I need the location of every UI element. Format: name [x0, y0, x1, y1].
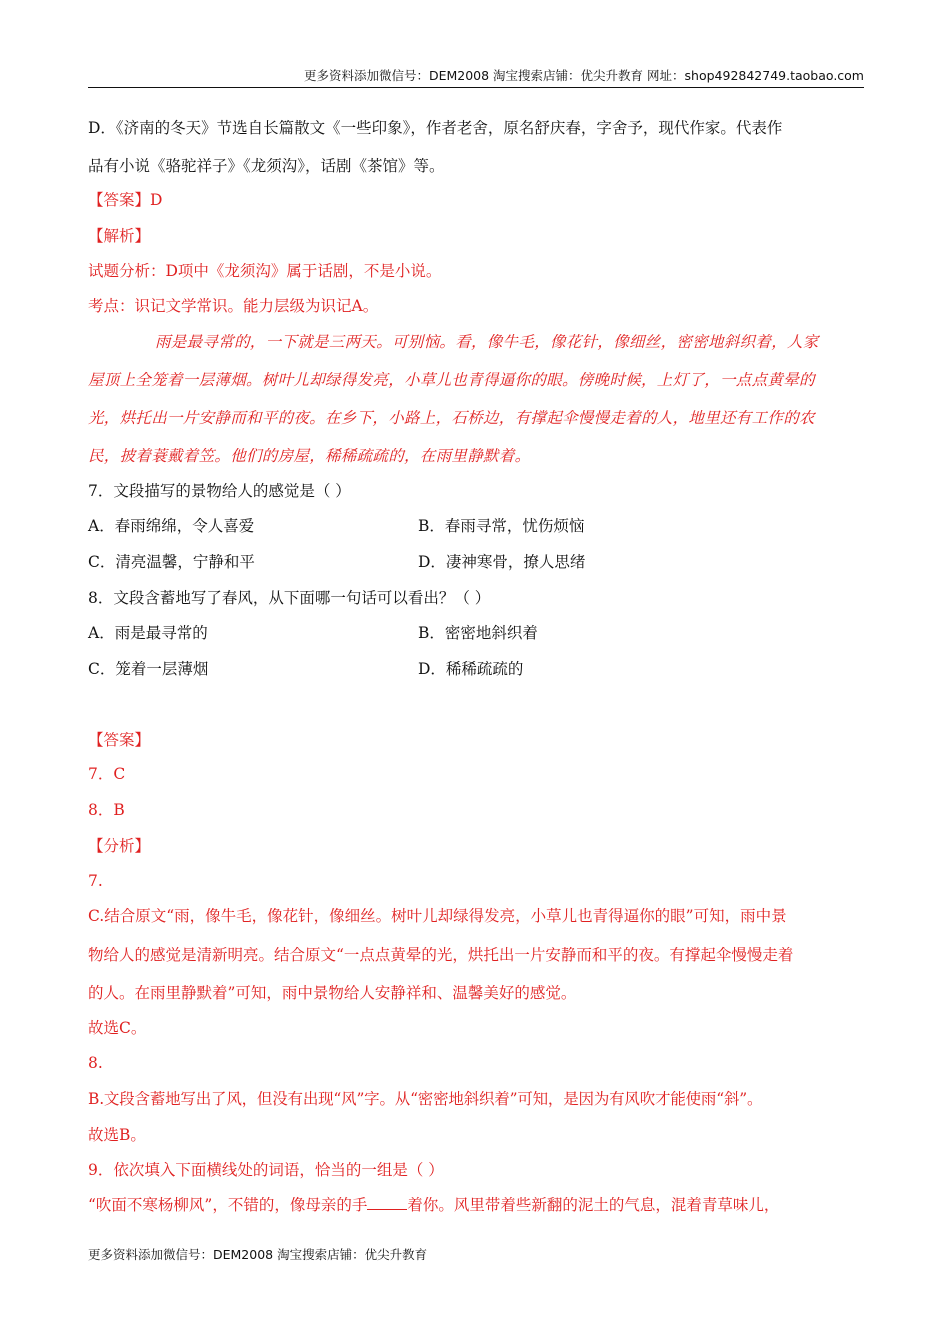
analysis-8-number: 8.: [88, 1054, 103, 1072]
header-divider: [88, 87, 864, 88]
analysis-7-line-3: 的人。在雨里静默着”可知，雨中景物给人安静祥和、温馨美好的感觉。: [88, 984, 577, 1002]
page-footer: 更多资料添加微信号：DEM2008 淘宝搜索店铺：优尖升教育: [88, 1247, 428, 1262]
analysis-7-number: 7.: [88, 872, 103, 890]
analysis-7-choice: 故选C。: [88, 1019, 147, 1037]
analysis-8-choice: 故选B。: [88, 1126, 146, 1144]
option-d-line2: 品有小说《骆驼祥子》《龙须沟》，话剧《茶馆》等。: [88, 157, 445, 175]
analysis-7-line-1: C.结合原文“雨，像牛毛，像花针，像细丝。树叶儿却绿得发亮，小草儿也青得逼你的眼”可知，雨中景: [88, 907, 787, 925]
analysis-8-line: B.文段含蓄地写出了风，但没有出现“风”字。从“密密地斜织着”可知，是因为有风吹才能使雨“斜”。: [88, 1090, 763, 1108]
page-header: 更多资料添加微信号：DEM2008 淘宝搜索店铺：优尖升教育 网址：shop492842749.taobao.com: [303, 68, 864, 83]
analysis-6-text: 试题分析：D项中《龙须沟》属于话剧，不是小说。: [88, 262, 442, 280]
answer-6: 【答案】D: [88, 191, 163, 209]
passage-line-2: 屋顶上全笼着一层薄烟。树叶儿却绿得发亮，小草儿也青得逼你的眼。傍晚时候，上灯了，一点点黄晕的: [88, 371, 815, 389]
question-7-option-a: A．春雨绵绵，令人喜爱: [88, 517, 255, 535]
question-9-text-before: “吹面不寒杨柳风”，不错的，像母亲的手: [88, 1196, 368, 1214]
answer-7: 7．C: [88, 765, 126, 783]
analysis-label: 【分析】: [88, 837, 151, 855]
option-d-line1: D．《济南的冬天》节选自长篇散文《一些印象》，作者老舍，原名舒庆春，字舍予，现代作家。代表作: [88, 119, 783, 137]
question-9-stem: 9．依次填入下面横线处的词语，恰当的一组是（ ）: [88, 1161, 444, 1179]
question-8-option-a: A．雨是最寻常的: [88, 624, 208, 642]
question-9-text: [88, 1194, 779, 1216]
question-9-text-after: 着你。风里带着些新翻的泥土的气息，混着青草味儿，: [407, 1196, 780, 1214]
answer-8: 8．B: [88, 801, 125, 819]
passage-line-4: 民，披着蓑戴着笠。他们的房屋，稀稀疏疏的，在雨里静默着。: [88, 447, 531, 465]
question-8-stem: 8．文段含蓄地写了春风，从下面哪一句话可以看出？（ ）: [88, 589, 491, 607]
analysis-7-line-2: 物给人的感觉是清新明亮。结合原文“一点点黄晕的光，烘托出一片安静而和平的夜。有撑起伞慢慢走着: [88, 946, 794, 964]
passage-line-3: 光，烘托出一片安静而和平的夜。在乡下，小路上，石桥边，有撑起伞慢慢走着的人，地里还有工作的农: [88, 409, 815, 427]
passage-line-1: 雨是最寻常的，一下就是三两天。可别恼。看，像牛毛，像花针，像细丝，密密地斜织着，人家: [155, 333, 819, 351]
question-8-option-d: D．稀稀疏疏的: [418, 660, 524, 678]
analysis-6-label: 【解析】: [88, 227, 151, 245]
question-7-stem: 7．文段描写的景物给人的感觉是（ ）: [88, 482, 351, 500]
fill-blank: [367, 1195, 407, 1210]
question-7-option-b: B．春雨寻常，忧伤烦恼: [418, 517, 585, 535]
question-7-option-c: C．清亮温馨，宁静和平: [88, 553, 255, 571]
kaodian-text: 考点：识记文学常识。能力层级为识记A。: [88, 297, 379, 315]
question-8-option-b: B．密密地斜织着: [418, 624, 538, 642]
answer-label: 【答案】: [88, 731, 151, 749]
question-8-option-c: C．笼着一层薄烟: [88, 660, 209, 678]
question-7-option-d: D．凄神寒骨，撩人思绪: [418, 553, 586, 571]
